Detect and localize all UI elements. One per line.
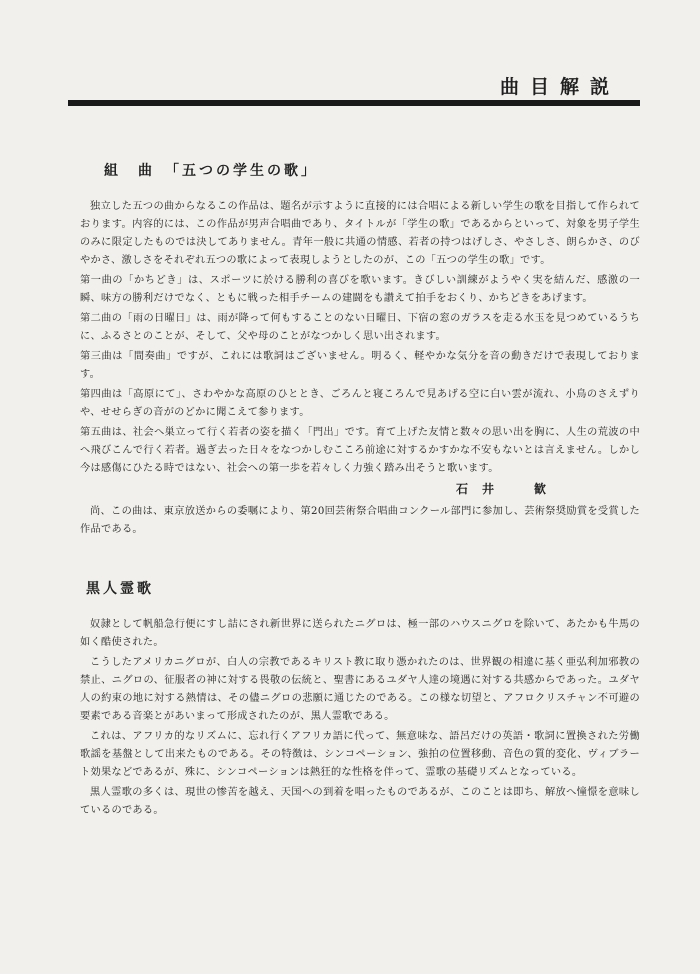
header-rule: [68, 100, 640, 106]
paragraph: 第二曲の「雨の日曜日」は、雨が降って何もすることのない日曜日、下宿の窓のガラスを走る水玉を見つめているうちに、ふるさとのことが、そして、父や母のことがなつかしく思い出されます。: [80, 313, 640, 342]
section-title: 組 曲 「五つの学生の歌」: [104, 163, 318, 179]
section-negro-spirituals: [80, 578, 640, 822]
page-title: 曲目解説: [499, 76, 620, 98]
paragraph: 第四曲は「高原にて」、さわやかな高原のひととき、ごろんと寝ころんで見あげる空に白い雲が流れ、小鳥のさえずりや、せせらぎの音がのどかに聞こえて参ります。: [80, 389, 640, 418]
paragraph: これは、アフリカ的なリズムに、忘れ行くアフリカ語に代って、無意味な、語呂だけの英語・歌詞に置換された労働歌謡を基盤として出来たものである。その特徴は、シンコペーション、強拍の位置移動、音色の質的変化、ヴィブラート効果などであるが、殊に、シンコペーションは熱狂的な性格を伴って、霊歌の基礎リズムとなっている。: [80, 731, 640, 778]
paragraph: 第一曲の「かちどき」は、スポーツに於ける勝利の喜びを歌います。きびしい訓練がようやく実を結んだ、感激の一瞬、味方の勝利だけでなく、ともに戦った相手チームの建闘をも讃えて拍手をおくり、かちどきをあげます。: [80, 275, 640, 304]
paragraph: 奴隷として帆船急行便にすし詰にされ新世界に送られたニグロは、極一部のハウスニグロを除いて、あたかも牛馬の如く酷使された。: [80, 619, 640, 648]
section-suite: [80, 160, 640, 541]
note-paragraph: 尚、この曲は、東京放送からの委嘱により、第20回芸術祭合唱曲コンクール部門に参加し、芸術祭奨励賞を受賞した作品である。: [80, 506, 640, 535]
paragraph: 黒人霊歌の多くは、現世の惨苦を越え、天国への到着を唱ったものであるが、このことは即ち、解放へ憧憬を意味しているのである。: [80, 787, 640, 816]
author-name: 石井 歓: [455, 482, 560, 496]
paragraph: 第三曲は「間奏曲」ですが、これには歌詞はございません。明るく、軽やかな気分を音の動きだけで表現しております。: [80, 351, 640, 380]
section-title: 黒人霊歌: [86, 581, 154, 597]
paragraph: こうしたアメリカニグロが、白人の宗教であるキリスト教に取り憑かれたのは、世界観の相違に基く亜弘利加邪教の禁止、ニグロの、征服者の神に対する畏敬の伝統と、聖書にあるユダヤ人達の境遇に対する共感からであった。ユダヤ人の約束の地に対する熱情は、その儘ニグロの悲願に通じたのである。この様な切望と、アフロクリスチャン不可避の要素である音楽とがあいまって形成されたのが、黒人霊歌である。: [80, 657, 640, 722]
paragraph: 独立した五つの曲からなるこの作品は、題名が示すように直接的には合唱による新しい学生の歌を目指して作られております。内容的には、この作品が男声合唱曲であり、タイトルが「学生の歌」であるからといって、対象を男子学生のみに限定したものでは決してありません。青年一般に共通の情感、若者の持つはげしさ、やさしさ、朗らかさ、のびやかさ、激しさをそれぞれ五つの歌によって表現しようとしたのが、この「五つの学生の歌」です。: [80, 201, 641, 266]
paragraph: 第五曲は、社会へ巣立って行く若者の姿を描く「門出」です。育て上げた友情と数々の思い出を胸に、人生の荒波の中へ飛びこんで行く若者。過ぎ去った日々をなつかしむこころ前途に対するかすかな不安もないとは言えません。しかし今は感傷にひたる時ではない、社会への第一歩を若々しく力強く踏み出そうと歌います。: [80, 427, 640, 474]
